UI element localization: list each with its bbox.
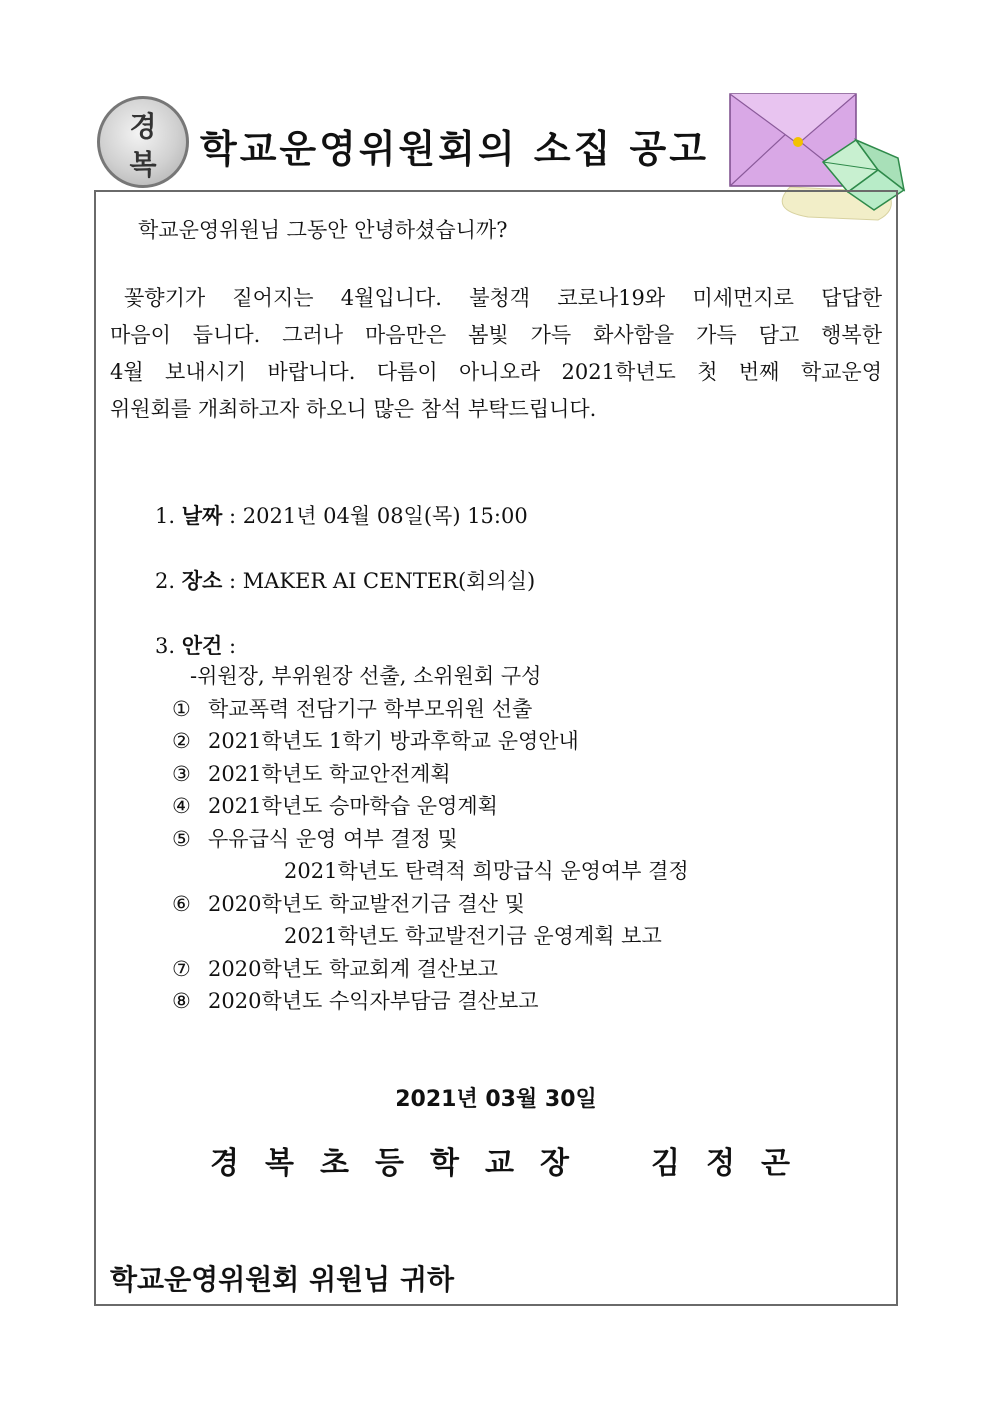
list-item-text: 2021학년도 학교안전계획 bbox=[208, 761, 451, 786]
list-item bbox=[172, 953, 689, 986]
signature-gap bbox=[595, 1138, 625, 1182]
list-item-text: 우유급식 운영 여부 결정 및 bbox=[208, 826, 458, 851]
item-label: 안건 bbox=[181, 634, 223, 658]
paragraph-line: 꽃향기가 짙어지는 4월입니다. 불청객 코로나19와 미세먼지로 답답한 bbox=[124, 286, 882, 310]
intro-paragraph bbox=[110, 280, 882, 428]
list-item-continuation: 2021학년도 학교발전기금 운영계획 보고 bbox=[284, 924, 662, 948]
list-item bbox=[172, 693, 689, 726]
signature-char: 복 bbox=[265, 1146, 294, 1181]
signature-name-char: 김 bbox=[651, 1146, 680, 1181]
signature-name-char: 정 bbox=[706, 1146, 735, 1181]
page-title: 학교운영위원회의 소집 공고 bbox=[200, 127, 709, 171]
paragraph-line: 위원회를 개최하고자 하오니 많은 참석 부탁드립니다. bbox=[110, 397, 597, 421]
signature-name-char: 곤 bbox=[761, 1146, 790, 1181]
list-item-text: 2021학년도 1학기 방과후학교 운영안내 bbox=[208, 729, 579, 753]
seal-char-bottom: 복 bbox=[129, 148, 157, 181]
signature-char: 교 bbox=[485, 1146, 514, 1181]
item-place bbox=[155, 565, 535, 595]
seal-char-top: 경 bbox=[129, 110, 157, 143]
list-item-text: 2021학년도 승마학습 운영계획 bbox=[208, 794, 498, 818]
list-item-continuation: 2021학년도 탄력적 희망급식 운영여부 결정 bbox=[284, 859, 689, 883]
list-item-number: ③ bbox=[172, 761, 191, 786]
item-date bbox=[155, 500, 528, 530]
list-item-number: ② bbox=[172, 729, 191, 753]
list-item bbox=[172, 823, 689, 856]
list-item-number: ① bbox=[172, 696, 191, 721]
list-item-number: ⑦ bbox=[172, 956, 191, 981]
list-item-text: 2020학년도 수익자부담금 결산보고 bbox=[208, 989, 539, 1013]
item-label: 날짜 bbox=[181, 504, 223, 528]
item-separator: : bbox=[222, 634, 237, 658]
list-item-text: 2020학년도 학교발전기금 결산 및 bbox=[208, 891, 525, 916]
item-separator: : bbox=[222, 504, 243, 528]
list-item bbox=[172, 790, 689, 823]
recipient-line: 학교운영위원회 위원님 귀하 bbox=[110, 1263, 455, 1296]
list-item bbox=[172, 985, 689, 1018]
item-label: 장소 bbox=[181, 569, 223, 593]
item-number: 2. bbox=[155, 569, 176, 593]
list-item-number: ⑤ bbox=[172, 826, 191, 851]
school-seal bbox=[97, 96, 189, 188]
signature bbox=[210, 1138, 790, 1182]
item-separator: : bbox=[222, 569, 243, 593]
signature-char: 경 bbox=[210, 1146, 239, 1181]
list-item-text: 학교폭력 전담기구 학부모위원 선출 bbox=[208, 696, 533, 721]
list-item bbox=[172, 725, 689, 758]
item-number: 3. bbox=[155, 634, 176, 658]
issue-date: 2021년 03월 30일 bbox=[395, 1087, 597, 1112]
paragraph-line: 4월 보내시기 바랍니다. 다름이 아니오라 2021학년도 첫 번째 학교운영 bbox=[110, 360, 882, 384]
agenda-intro: -위원장, 부위원장 선출, 소위원회 구성 bbox=[190, 664, 542, 688]
signature-char: 초 bbox=[320, 1146, 349, 1181]
list-item-number: ④ bbox=[172, 794, 191, 818]
signature-char: 장 bbox=[540, 1146, 569, 1181]
signature-char: 학 bbox=[430, 1146, 459, 1181]
list-item-text: 2020학년도 학교회계 결산보고 bbox=[208, 956, 498, 981]
list-item-number: ⑧ bbox=[172, 989, 191, 1013]
greeting: 학교운영위원님 그동안 안녕하셨습니까? bbox=[138, 218, 508, 242]
item-number: 1. bbox=[155, 504, 176, 528]
list-item bbox=[172, 888, 689, 921]
item-value: MAKER AI CENTER(회의실) bbox=[242, 569, 536, 593]
paragraph-line: 마음이 듭니다. 그러나 마음만은 봄빛 가득 화사함을 가득 담고 행복한 bbox=[110, 323, 882, 347]
list-item bbox=[172, 758, 689, 791]
list-item-number: ⑥ bbox=[172, 891, 191, 916]
agenda-list bbox=[172, 660, 689, 1018]
item-agenda bbox=[155, 630, 236, 660]
signature-char: 등 bbox=[375, 1146, 404, 1181]
item-value: 2021년 04월 08일(목) 15:00 bbox=[242, 504, 528, 528]
